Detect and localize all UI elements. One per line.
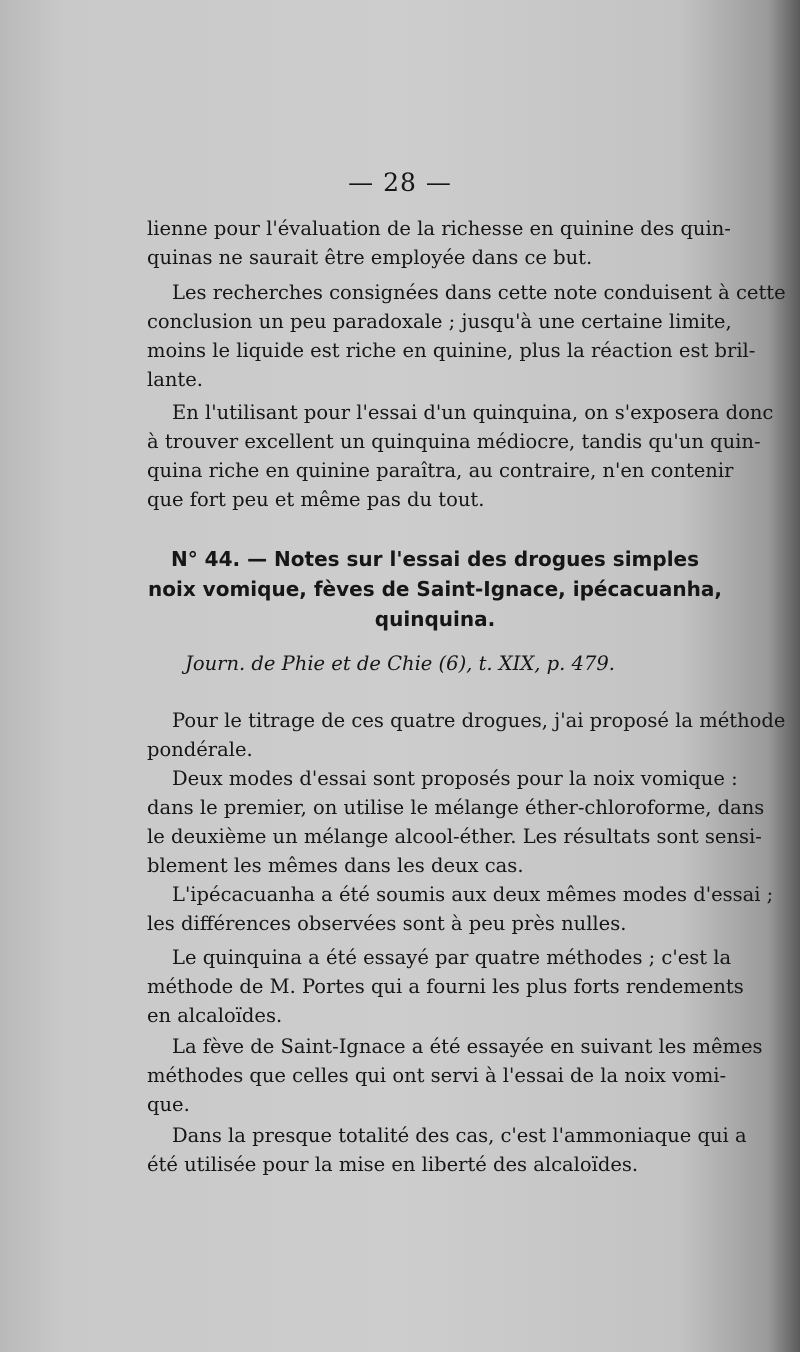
text-line: Dans la presque totalité des cas, c'est l'ammoniaque qui a (172, 1124, 747, 1147)
text-line: conclusion un peu paradoxale ; jusqu'à une certaine limite, (147, 310, 732, 333)
text-line: Le quinquina a été essayé par quatre méthodes ; c'est la (172, 946, 732, 969)
text-line: Pour le titrage de ces quatre drogues, j'ai proposé la méthode (172, 709, 786, 732)
text-line: été utilisée pour la mise en liberté des alcaloïdes. (147, 1153, 639, 1176)
paragraph-continuation (147, 214, 731, 272)
section-heading (140, 544, 730, 634)
paragraph-noix-vomique (147, 764, 765, 880)
text-line: lante. (147, 368, 203, 391)
paragraph-quinquina (147, 943, 744, 1030)
text-line: le deuxième un mélange alcool-éther. Les résultats sont sensi- (147, 825, 762, 848)
text-line: méthodes que celles qui ont servi à l'essai de la noix vomi- (147, 1064, 727, 1087)
text-line: que fort peu et même pas du tout. (147, 488, 485, 511)
paragraph-conclusion (147, 278, 786, 394)
citation: Journ. de Phie et de Chie (6), t. XIX, p. 479. (185, 652, 615, 675)
paragraph-ammoniaque (147, 1121, 747, 1179)
text-line: L'ipécacuanha a été soumis aux deux mêmes modes d'essai ; (172, 883, 774, 906)
text-line: blement les mêmes dans les deux cas. (147, 854, 524, 877)
text-line: en alcaloïdes. (147, 1004, 283, 1027)
text-line: lienne pour l'évaluation de la richesse en quinine des quin- (147, 217, 731, 240)
paragraph-method (147, 706, 786, 764)
text-line: moins le liquide est riche en quinine, plus la réaction est bril- (147, 339, 756, 362)
text-line: quina riche en quinine paraîtra, au contraire, n'en contenir (147, 459, 734, 482)
text-line: méthode de M. Portes qui a fourni les plus forts rendements (147, 975, 744, 998)
page-number: — 28 — (348, 168, 452, 197)
paragraph-saint-ignace (147, 1032, 763, 1119)
paragraph-usage (147, 398, 774, 514)
text-line: La fève de Saint-Ignace a été essayée en suivant les mêmes (172, 1035, 763, 1058)
text-line: Deux modes d'essai sont proposés pour la noix vomique : (172, 767, 738, 790)
paragraph-ipecacuanha (147, 880, 774, 938)
heading-line: N° 44. — Notes sur l'essai des drogues simples (170, 547, 700, 571)
text-line: les différences observées sont à peu près nulles. (147, 912, 627, 935)
heading-line: noix vomique, fèves de Saint-Ignace, ipécacuanha, (147, 577, 722, 601)
heading-line: quinquina. (374, 607, 496, 631)
text-line: Les recherches consignées dans cette note conduisent à cette (172, 281, 786, 304)
text-line: pondérale. (147, 738, 253, 761)
text-line: à trouver excellent un quinquina médiocre, tandis qu'un quin- (147, 430, 761, 453)
text-line: dans le premier, on utilise le mélange éther-chloroforme, dans (147, 796, 765, 819)
text-line: quinas ne saurait être employée dans ce but. (147, 246, 593, 269)
text-line: que. (147, 1093, 190, 1116)
text-line: En l'utilisant pour l'essai d'un quinquina, on s'exposera donc (172, 401, 774, 424)
